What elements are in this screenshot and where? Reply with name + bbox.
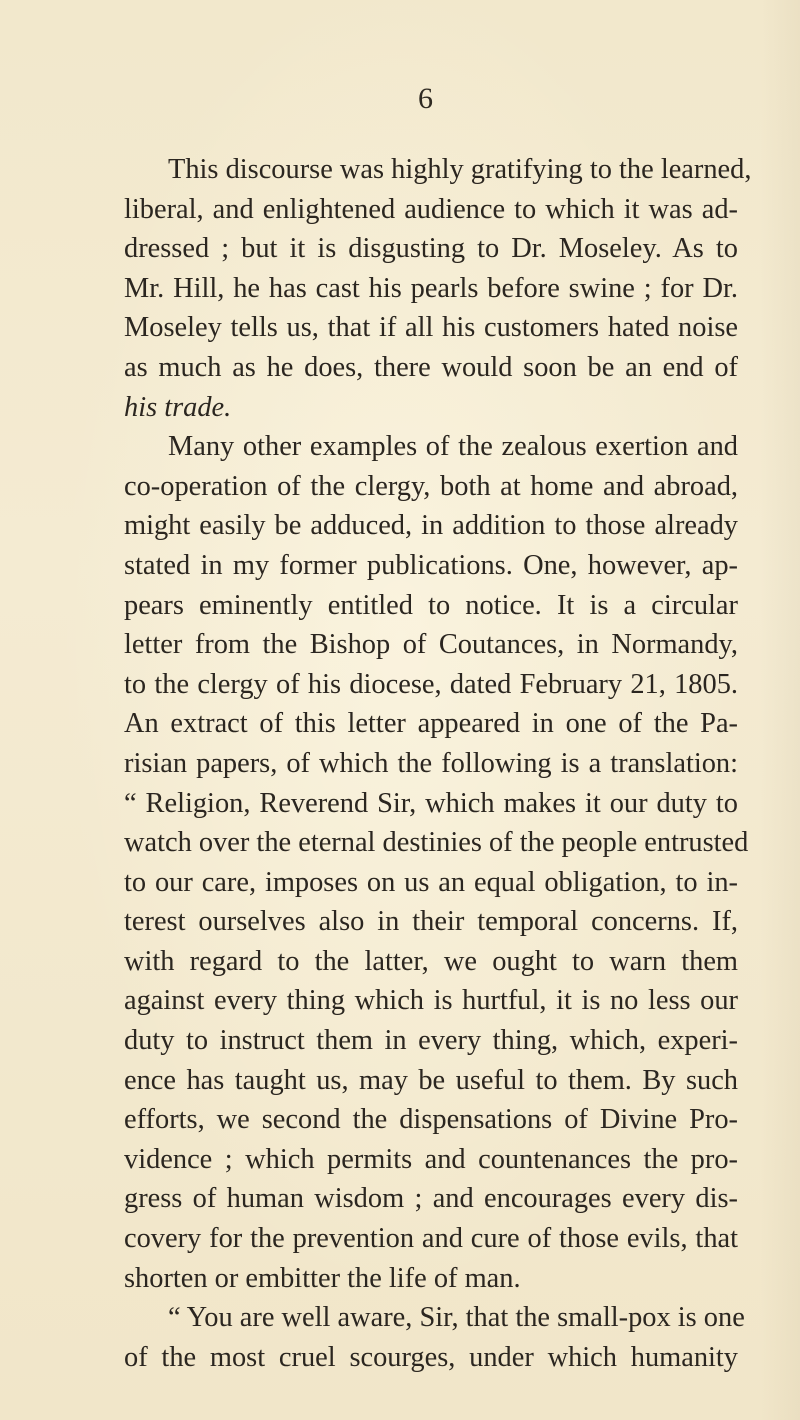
text-line: of the most cruel scourges, under which humanity	[124, 1341, 738, 1373]
paragraph	[124, 150, 752, 427]
text-line: risian papers, of which the following is a translation:	[124, 747, 738, 779]
text-line: watch over the eternal destinies of the people entrusted	[124, 827, 749, 859]
page-edge-shadow	[760, 0, 800, 1420]
text-line: ence has taught us, may be useful to them. By such	[124, 1064, 738, 1096]
text-line: stated in my former publications. One, however, ap-	[124, 549, 738, 581]
text-line: as much as he does, there would soon be an end of	[124, 351, 738, 383]
text-line: An extract of this letter appeared in one of the Pa-	[124, 708, 738, 740]
text-line: This discourse was highly gratifying to the learned,	[168, 154, 752, 185]
text-line: to the clergy of his diocese, dated February 21, 1805.	[124, 668, 738, 700]
text-line: pears eminently entitled to notice. It is a circular	[124, 589, 738, 621]
text-line: liberal, and enlightened audience to which it was ad-	[124, 193, 738, 225]
text-line: letter from the Bishop of Coutances, in Normandy,	[124, 629, 738, 661]
body-text	[124, 150, 752, 1377]
text-line: shorten or embitter the life of man.	[124, 1262, 521, 1294]
text-line: to our care, imposes on us an equal obligation, to in-	[124, 866, 738, 898]
paragraph	[124, 427, 738, 783]
paragraph	[124, 784, 749, 1299]
text-line: Moseley tells us, that if all his customers hated noise	[124, 312, 738, 344]
text-line: terest ourselves also in their temporal concerns. If,	[124, 906, 738, 938]
text-line: co-operation of the clergy, both at home and abroad,	[124, 470, 738, 502]
page-number: 6	[418, 82, 433, 115]
text-line: Many other examples of the zealous exertion and	[168, 431, 738, 463]
text-line: Mr. Hill, he has cast his pearls before swine ; for Dr.	[124, 272, 738, 304]
text-line: might easily be adduced, in addition to those already	[124, 510, 738, 542]
text-line: “ You are well aware, Sir, that the small-pox is one	[168, 1302, 745, 1334]
text-line: against every thing which is hurtful, it is no less our	[124, 985, 738, 1017]
text-line: “ Religion, Reverend Sir, which makes it our duty to	[124, 787, 738, 819]
text-line: duty to instruct them in every thing, which, experi-	[124, 1025, 738, 1057]
text-line: vidence ; which permits and countenances the pro-	[124, 1143, 738, 1175]
paragraph	[124, 1298, 745, 1377]
text-line-italic: his trade.	[124, 391, 232, 423]
text-line: efforts, we second the dispensations of Divine Pro-	[124, 1104, 738, 1136]
text-line: with regard to the latter, we ought to warn them	[124, 945, 738, 977]
text-line: dressed ; but it is disgusting to Dr. Moseley. As to	[124, 233, 738, 265]
text-line: covery for the prevention and cure of those evils, that	[124, 1223, 738, 1255]
text-line: gress of human wisdom ; and encourages every dis-	[124, 1183, 738, 1215]
